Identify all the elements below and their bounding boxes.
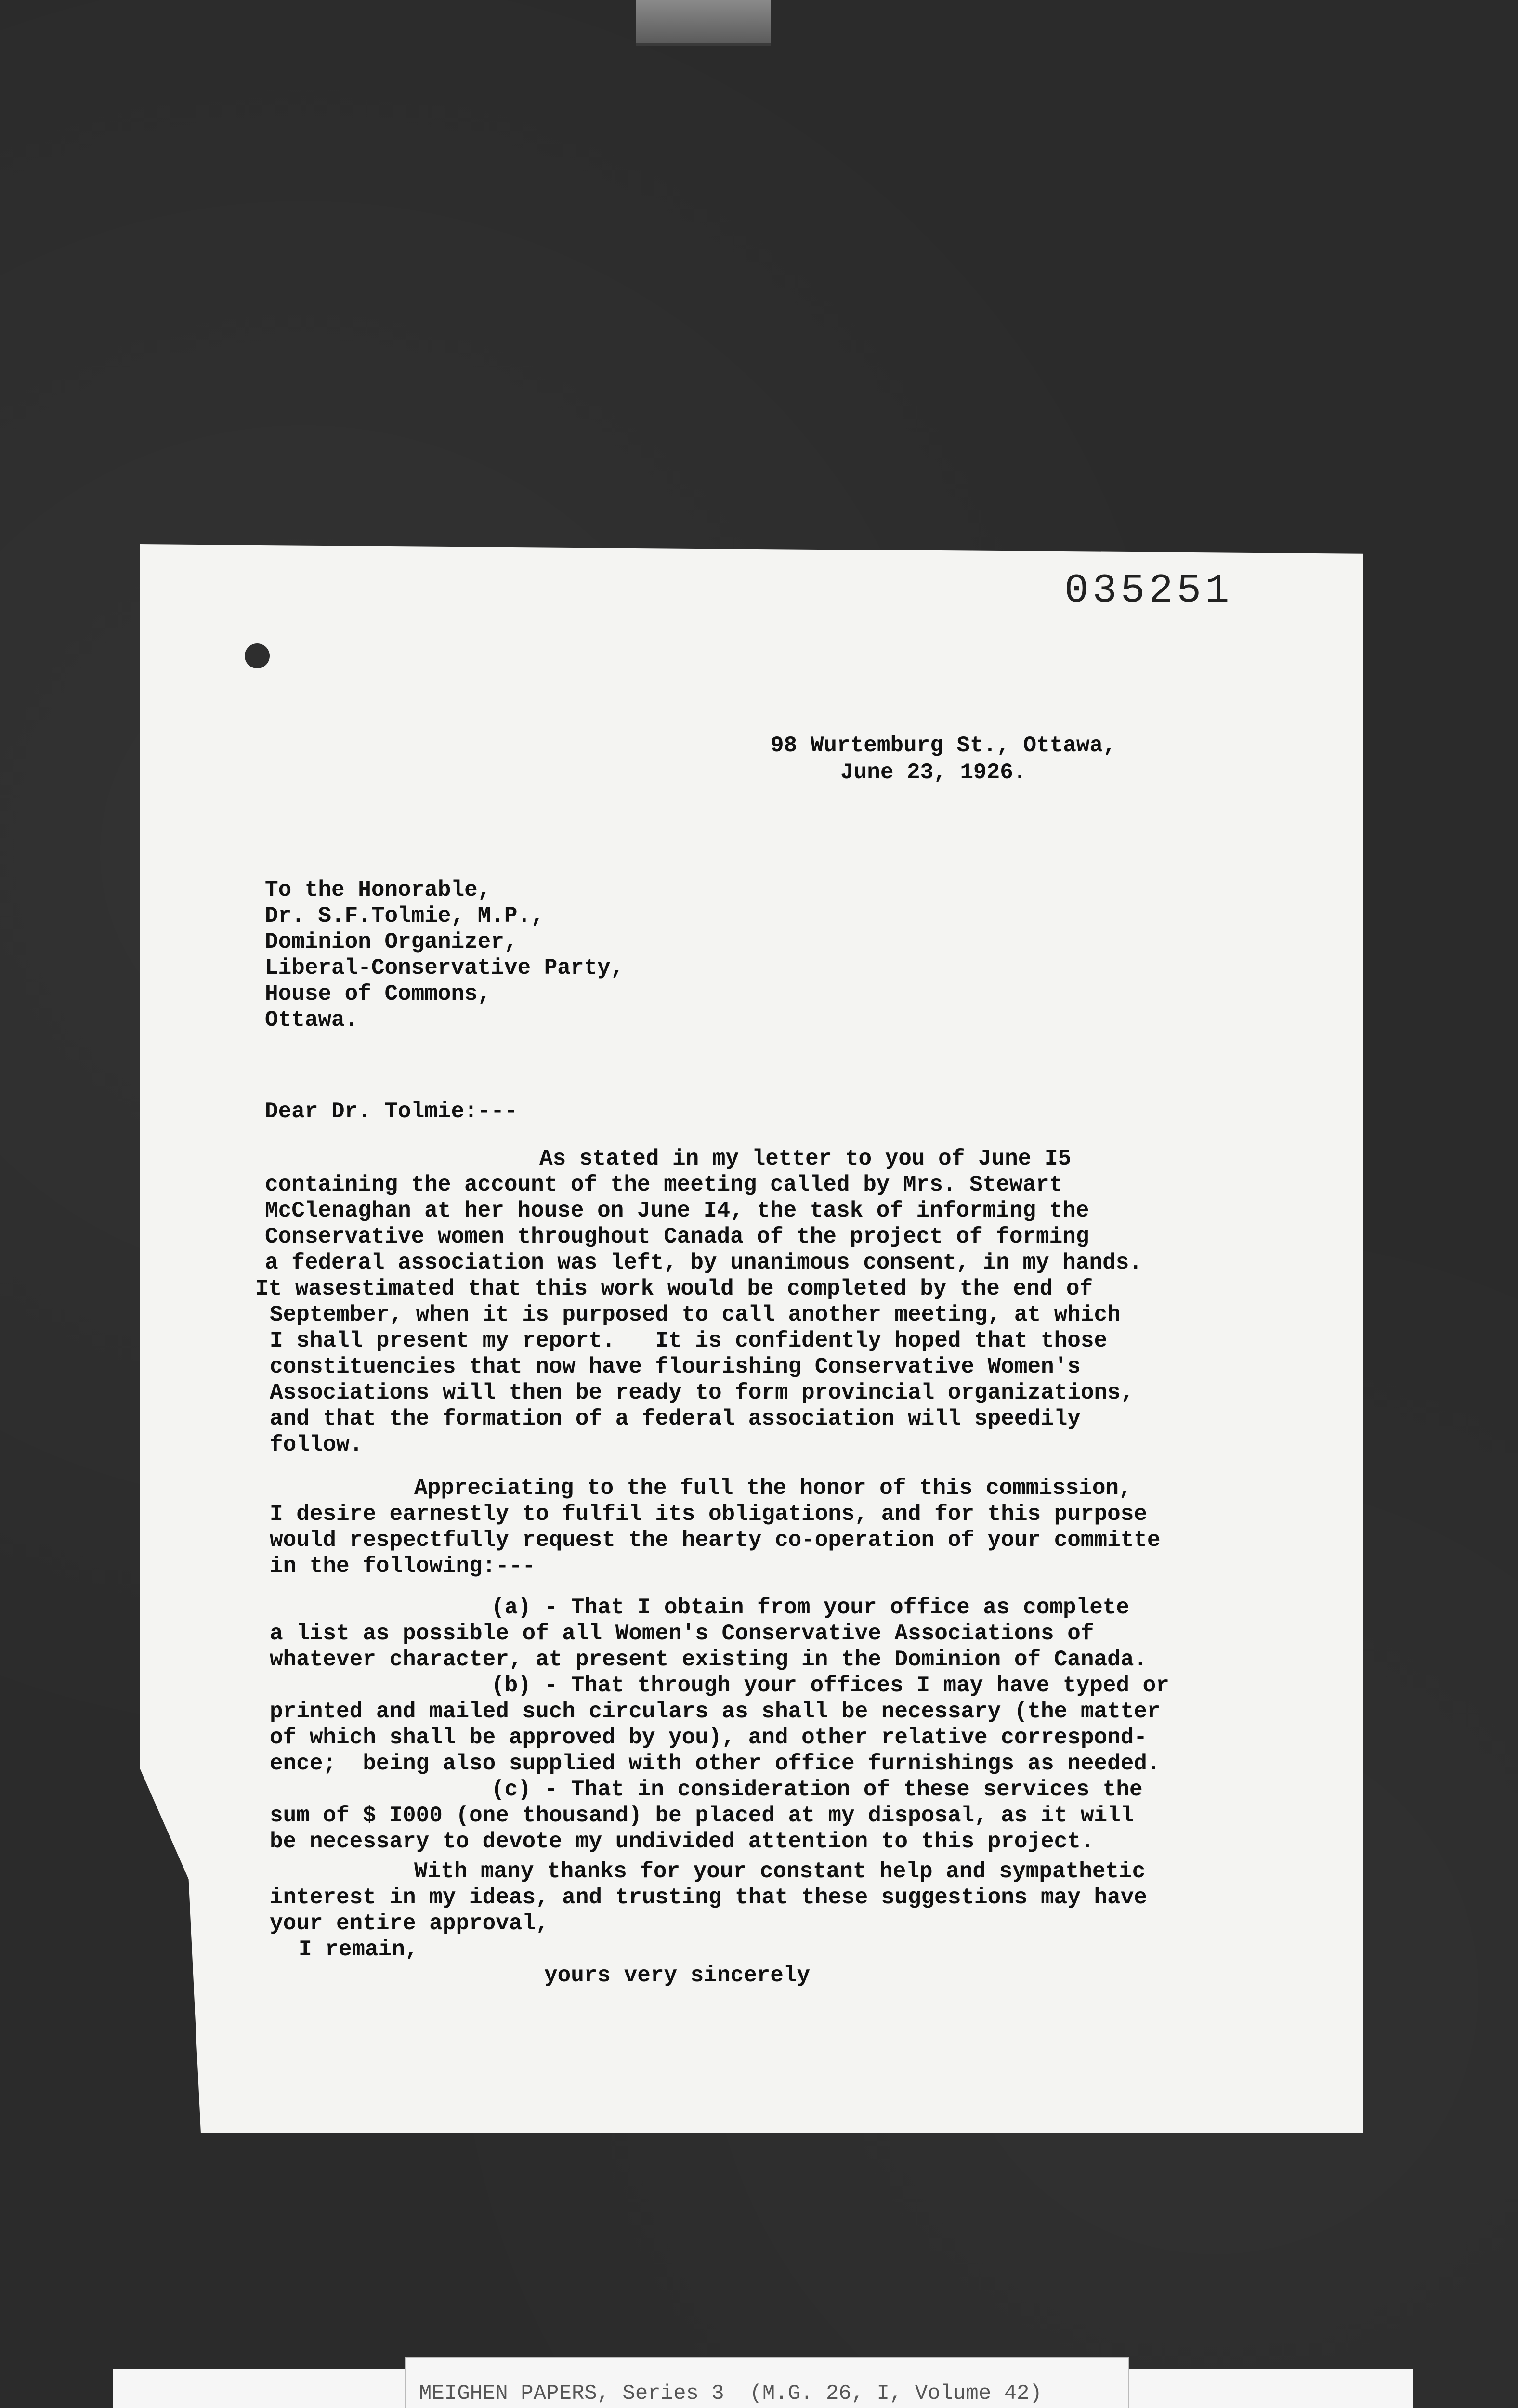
archive-reference: MEIGHEN PAPERS, Series 3 (M.G. 26, I, Volume 42) [419, 2382, 1042, 2406]
recipient-line: Ottawa. [265, 1008, 358, 1033]
item-line: ence; being also supplied with other office furnishings as needed. [270, 1751, 1161, 1776]
body-line: Appreciating to the full the honor of this commission, [414, 1476, 1132, 1501]
recipient-line: House of Commons, [265, 982, 491, 1007]
body-line: September, when it is purposed to call another meeting, at which [270, 1302, 1121, 1327]
body-line: It wasestimated that this work would be completed by the end of [255, 1276, 1093, 1301]
body-line: would respectfully request the hearty co-operation of your committe [270, 1528, 1161, 1553]
letter-date: June 23, 1926. [840, 760, 1027, 785]
body-line: interest in my ideas, and trusting that these suggestions may have [270, 1885, 1147, 1910]
body-line: With many thanks for your constant help and sympathetic [414, 1859, 1146, 1884]
body-line: constituencies that now have flourishing Conservative Women's [270, 1354, 1081, 1379]
item-line: (c) - That in consideration of these services the [491, 1777, 1143, 1802]
recipient-line: Liberal-Conservative Party, [265, 955, 624, 981]
body-line: Associations will then be ready to form provincial organizations, [270, 1380, 1134, 1405]
recipient-line: Dr. S.F.Tolmie, M.P., [265, 903, 544, 929]
document-number: 035251 [1064, 568, 1233, 614]
body-line: I shall present my report. It is confidently hoped that those [270, 1328, 1108, 1353]
body-line: McClenaghan at her house on June I4, the task of informing the [265, 1198, 1089, 1223]
body-line: containing the account of the meeting called by Mrs. Stewart [265, 1172, 1063, 1197]
item-line: sum of $ I000 (one thousand) be placed at my disposal, as it will [270, 1803, 1134, 1828]
binder-clip [636, 0, 771, 46]
salutation: Dear Dr. Tolmie:--- [265, 1099, 518, 1124]
body-line: and that the formation of a federal association will speedily [270, 1406, 1081, 1431]
item-line: of which shall be approved by you), and other relative correspond- [270, 1725, 1147, 1750]
item-line: whatever character, at present existing in the Dominion of Canada. [270, 1647, 1147, 1672]
body-line: I desire earnestly to fulfil its obligations, and for this purpose [270, 1502, 1147, 1527]
body-line: Conservative women throughout Canada of the project of forming [265, 1224, 1089, 1249]
item-line: printed and mailed such circulars as shall be necessary (the matter [270, 1699, 1161, 1724]
body-line: your entire approval, [270, 1911, 549, 1936]
closing-remain: I remain, [299, 1937, 419, 1962]
item-line: be necessary to devote my undivided attention to this project. [270, 1829, 1094, 1854]
body-line: in the following:--- [270, 1554, 536, 1579]
recipient-line: Dominion Organizer, [265, 929, 518, 955]
body-line: follow. [270, 1432, 363, 1457]
body-line: a federal association was left, by unanimous consent, in my hands. [265, 1250, 1142, 1275]
sender-address: 98 Wurtemburg St., Ottawa, [771, 733, 1116, 758]
signoff: yours very sincerely [544, 1963, 811, 1988]
recipient-line: To the Honorable, [265, 877, 491, 903]
punch-hole [245, 643, 270, 668]
item-line: (b) - That through your offices I may have typed or [491, 1673, 1169, 1698]
body-line: As stated in my letter to you of June I5 [539, 1146, 1072, 1171]
item-line: a list as possible of all Women's Conservative Associations of [270, 1621, 1094, 1646]
item-line: (a) - That I obtain from your office as complete [491, 1595, 1130, 1620]
